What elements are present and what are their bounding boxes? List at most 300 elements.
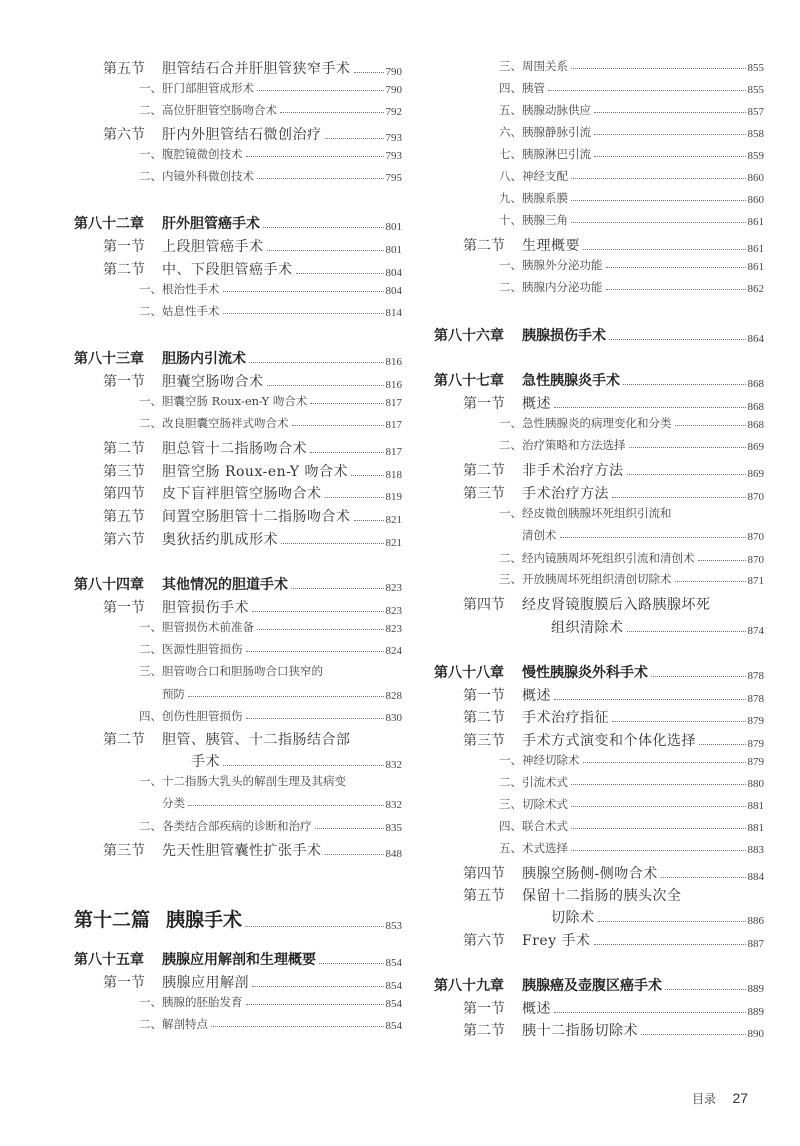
section-title: 手术方式演变和个体化选择 [522, 733, 696, 749]
dot-leader [249, 362, 384, 363]
page-ref: 879 [747, 715, 764, 727]
page-ref: 832 [385, 799, 402, 811]
item-entry [434, 80, 764, 96]
section-title: 非手术治疗方法 [522, 463, 624, 479]
section-entry [74, 597, 402, 617]
item-label: 五、 [499, 841, 522, 855]
section-entry [434, 907, 764, 927]
item-entry [74, 168, 402, 184]
dot-leader [554, 699, 746, 700]
item-entry [74, 393, 402, 409]
section-title: 经皮肾镜腹膜后入路胰腺坏死 [522, 597, 711, 613]
item-label: 二、 [139, 103, 162, 117]
page-ref: 819 [385, 491, 402, 503]
section-entry [74, 506, 402, 526]
item-title: 引流术式 [522, 775, 568, 789]
section-label: 第三节 [463, 486, 505, 502]
page-ref: 854 [385, 1020, 402, 1032]
item-label: 二、 [499, 438, 522, 452]
section-title: 中、下段胆管癌手术 [162, 262, 293, 278]
item-label: 一、 [139, 995, 162, 1009]
page-ref: 880 [747, 778, 764, 790]
page-ref: 858 [747, 128, 764, 140]
dot-leader [292, 425, 384, 426]
section-title: 皮下盲袢胆管空肠吻合术 [162, 486, 322, 502]
item-entry [74, 818, 402, 834]
dot-leader [554, 407, 746, 408]
section-label: 第一节 [103, 239, 145, 255]
dot-leader [281, 543, 384, 544]
page-ref: 801 [385, 244, 402, 256]
dot-leader [319, 963, 384, 964]
item-label: 一、 [139, 774, 162, 788]
page-ref: 883 [747, 844, 764, 856]
page-ref: 868 [747, 378, 764, 390]
dot-leader [698, 560, 746, 561]
dot-leader [246, 156, 384, 157]
item-entry [434, 774, 764, 790]
item-title: 联合术式 [522, 819, 568, 833]
section-title: 胆管损伤手术 [162, 600, 249, 616]
item-title: 胰腺静脉引流 [522, 125, 591, 139]
item-title: 胆管损伤术前准备 [162, 620, 254, 634]
page-ref: 857 [747, 106, 764, 118]
chapter-title: 急性胰腺炎手术 [522, 373, 620, 389]
section-title: 手术治疗指征 [522, 710, 609, 726]
dot-leader [609, 339, 746, 340]
item-label: 二、 [139, 819, 162, 833]
item-title: 各类结合部疾病的诊断和治疗 [162, 819, 312, 833]
dot-leader [675, 581, 746, 582]
item-entry [74, 641, 402, 657]
section-entry [434, 235, 764, 255]
item-title: 解剖特点 [162, 1017, 208, 1031]
item-label: 一、 [139, 282, 162, 296]
dot-leader [257, 178, 384, 179]
item-title: 姑息性手术 [162, 304, 220, 318]
section-entry [434, 685, 764, 705]
page-ref: 801 [385, 221, 402, 233]
item-title: 十二指肠大乳头的解剖生理及其病变 [162, 774, 346, 788]
dot-leader [291, 588, 384, 589]
item-entry [434, 168, 764, 184]
item-title: 医源性胆管损伤 [162, 642, 243, 656]
page-ref: 861 [747, 261, 764, 273]
section-label: 第一节 [463, 396, 505, 412]
section-label: 第二节 [103, 262, 145, 278]
page-ref: 870 [747, 554, 764, 566]
item-label: 三、 [499, 59, 522, 73]
dot-leader [315, 828, 384, 829]
item-label: 九、 [499, 191, 522, 205]
section-entry [434, 483, 764, 503]
item-label: 二、 [139, 416, 162, 430]
section-title: 上段胆管癌手术 [162, 239, 264, 255]
dot-leader [263, 227, 384, 228]
item-title: 神经切除术 [522, 753, 580, 767]
item-entry [434, 505, 764, 521]
item-title: 内镜外科微创技术 [162, 169, 254, 183]
dot-leader [188, 805, 384, 806]
section-entry [74, 259, 402, 279]
item-title: 分类 [162, 796, 185, 810]
item-title: 胰腺外分泌功能 [522, 258, 603, 272]
item-title: 术式选择 [522, 841, 568, 855]
item-title: 创伤性胆管损伤 [162, 709, 243, 723]
item-entry [74, 281, 402, 297]
page-ref: 804 [385, 285, 402, 297]
item-title: 胰腺系膜 [522, 191, 568, 205]
dot-leader [661, 877, 746, 878]
item-title: 腹腔镜微创技术 [162, 147, 243, 161]
section-title: 肝内外胆管结石微创治疗 [162, 127, 322, 143]
section-label: 第二节 [463, 238, 505, 254]
section-label: 第二节 [463, 463, 505, 479]
page-ref: 824 [385, 645, 402, 657]
section-entry [434, 1020, 764, 1040]
section-entry [434, 863, 764, 883]
page-ref: 832 [385, 759, 402, 771]
item-label: 一、 [499, 258, 522, 272]
section-label: 第一节 [103, 975, 145, 991]
item-title: 胰腺动脉供应 [522, 103, 591, 117]
item-title: 改良胆囊空肠袢式吻合术 [162, 416, 289, 430]
chapter-title: 慢性胰腺炎外科手术 [522, 665, 648, 681]
page-ref: 830 [385, 712, 402, 724]
dot-leader [651, 676, 746, 677]
page-ref: 823 [385, 623, 402, 635]
section-label: 第六节 [463, 933, 505, 949]
item-entry [74, 795, 402, 811]
page-ref: 889 [747, 1006, 764, 1018]
item-title: 高位肝胆管空肠吻合术 [162, 103, 277, 117]
section-label: 第三节 [103, 843, 145, 859]
page-ref: 823 [385, 605, 402, 617]
dot-leader [583, 762, 746, 763]
item-title: 胰腺三角 [522, 213, 568, 227]
dot-leader [571, 806, 746, 807]
item-title: 治疗策略和方法选择 [522, 438, 626, 452]
item-label: 四、 [139, 709, 162, 723]
section-label: 第五节 [103, 61, 145, 77]
dot-leader [675, 425, 746, 426]
dot-leader [267, 385, 384, 386]
item-label: 二、 [139, 1017, 162, 1031]
page-footer [692, 1090, 748, 1108]
dot-leader [571, 178, 746, 179]
page-ref: 859 [747, 150, 764, 162]
section-entry [434, 393, 764, 413]
dot-leader [351, 475, 383, 476]
dot-leader [223, 313, 384, 314]
page-ref: 817 [385, 419, 402, 431]
item-title: 肝门部胆管成形术 [162, 81, 254, 95]
item-entry [434, 190, 764, 206]
section-label: 第四节 [103, 486, 145, 502]
dot-leader [246, 1004, 384, 1005]
item-entry [434, 752, 764, 768]
item-entry [74, 146, 402, 162]
section-entry [74, 371, 402, 391]
item-label: 十、 [499, 213, 522, 227]
item-label: 一、 [139, 147, 162, 161]
page-ref: 804 [385, 267, 402, 279]
dot-leader [594, 156, 746, 157]
section-title: 组织清除术 [551, 620, 624, 636]
section-title: 先天性胆管囊性扩张手术 [162, 843, 322, 859]
item-entry [434, 146, 764, 162]
section-entry [74, 751, 402, 771]
dot-leader [665, 989, 746, 990]
item-entry [74, 663, 402, 679]
chapter-title: 肝外胆管癌手术 [162, 216, 260, 232]
item-entry [74, 80, 402, 96]
page-ref: 870 [747, 491, 764, 503]
item-entry [434, 102, 764, 118]
dot-leader [257, 90, 384, 91]
dot-leader [571, 850, 746, 851]
section-title: 生理概要 [522, 238, 580, 254]
page-ref: 817 [385, 397, 402, 409]
page-ref: 889 [747, 983, 764, 995]
page-ref: 862 [747, 283, 764, 295]
item-label: 八、 [499, 169, 522, 183]
page-ref: 817 [385, 446, 402, 458]
chapter-entry [434, 370, 764, 390]
item-entry [434, 257, 764, 273]
item-entry [434, 818, 764, 834]
section-label: 第四节 [463, 866, 505, 882]
page-ref: 795 [385, 172, 402, 184]
section-title: 手术 [191, 754, 220, 770]
dot-leader [594, 944, 746, 945]
item-entry [434, 840, 764, 856]
section-entry [74, 236, 402, 256]
item-label: 三、 [499, 572, 522, 586]
page-ref: 861 [747, 243, 764, 255]
page-ref: 860 [747, 172, 764, 184]
item-label: 一、 [139, 81, 162, 95]
dot-leader [641, 1034, 746, 1035]
item-title: 胆囊空肠 Roux-en-Y 吻合术 [162, 394, 308, 408]
item-entry [434, 212, 764, 228]
chapter-label: 第八十八章 [434, 665, 504, 681]
chapter-label: 第八十六章 [434, 328, 504, 344]
page-ref: 890 [747, 1028, 764, 1040]
chapter-label: 第八十二章 [74, 216, 144, 232]
dot-leader [280, 112, 384, 113]
item-title: 经皮微创胰腺坏死组织引流和 [522, 506, 672, 520]
section-title: 奥狄括约肌成形术 [162, 532, 278, 548]
dot-leader [354, 520, 384, 521]
item-title: 胰腺内分泌功能 [522, 280, 603, 294]
section-label: 第三节 [103, 464, 145, 480]
section-title: 概述 [522, 1001, 551, 1017]
chapter-label: 第八十四章 [74, 577, 144, 593]
page-ref: 861 [747, 216, 764, 228]
item-entry [74, 994, 402, 1010]
item-label: 二、 [499, 551, 522, 565]
item-label: 七、 [499, 147, 522, 161]
page-ref: 868 [747, 401, 764, 413]
section-entry [74, 729, 402, 749]
page-ref: 878 [747, 693, 764, 705]
dot-leader [583, 249, 746, 250]
section-entry [434, 998, 764, 1018]
page-ref: 886 [747, 915, 764, 927]
item-entry [434, 279, 764, 295]
section-label: 第六节 [103, 127, 145, 143]
item-title: 开放胰周坏死组织清创切除术 [522, 572, 672, 586]
page-ref: 790 [385, 66, 402, 78]
page-ref: 821 [385, 537, 402, 549]
item-entry [74, 415, 402, 431]
item-label: 二、 [139, 169, 162, 183]
item-title: 切除术式 [522, 797, 568, 811]
dot-leader [606, 289, 746, 290]
chapter-title: 胆肠内引流术 [162, 351, 246, 367]
section-entry [434, 594, 764, 614]
section-label: 第二节 [463, 710, 505, 726]
page-ref: 818 [385, 469, 402, 481]
section-entry [74, 840, 402, 860]
page-ref: 821 [385, 514, 402, 526]
item-label: 四、 [499, 819, 522, 833]
part-title: 胰腺手术 [166, 909, 243, 931]
item-title: 清创术 [522, 528, 557, 542]
chapter-entry [74, 949, 402, 969]
item-title: 胰腺的胚胎发育 [162, 995, 243, 1009]
page-ref: 860 [747, 194, 764, 206]
section-label: 第二节 [463, 1023, 505, 1039]
item-label: 三、 [139, 664, 162, 678]
section-title: 胆总管十二指肠吻合术 [162, 441, 307, 457]
dot-leader [627, 631, 746, 632]
page-ref: 855 [747, 84, 764, 96]
section-label: 第一节 [103, 600, 145, 616]
dot-leader [223, 291, 384, 292]
dot-leader [548, 90, 746, 91]
dot-leader [612, 497, 746, 498]
dot-leader [246, 718, 384, 719]
chapter-title: 胰腺应用解剖和生理概要 [162, 952, 316, 968]
section-title: 概述 [522, 688, 551, 704]
dot-leader [325, 138, 384, 139]
page-ref: 835 [385, 822, 402, 834]
dot-leader [188, 696, 384, 697]
dot-leader [571, 784, 746, 785]
item-title: 胰管 [522, 81, 545, 95]
item-label: 六、 [499, 125, 522, 139]
item-entry [434, 415, 764, 431]
section-entry [74, 124, 402, 144]
page-ref: 871 [747, 575, 764, 587]
dot-leader [325, 497, 384, 498]
section-title: 胆囊空肠吻合术 [162, 374, 264, 390]
page-ref: 854 [385, 998, 402, 1010]
chapter-title: 胰腺癌及壶腹区癌手术 [522, 978, 662, 994]
section-label: 第一节 [463, 1001, 505, 1017]
dot-leader [629, 447, 746, 448]
page-ref: 887 [747, 938, 764, 950]
chapter-entry [434, 975, 764, 995]
part-label: 第十二篇 [74, 909, 151, 931]
dot-leader [554, 1012, 746, 1013]
chapter-label: 第八十五章 [74, 952, 144, 968]
section-title: 切除术 [551, 910, 595, 926]
item-label: 二、 [499, 280, 522, 294]
page-ref: 879 [747, 738, 764, 750]
dot-leader [246, 651, 384, 652]
item-label: 一、 [139, 394, 162, 408]
item-label: 一、 [499, 753, 522, 767]
item-title: 神经支配 [522, 169, 568, 183]
item-label: 五、 [499, 103, 522, 117]
item-label: 一、 [139, 620, 162, 634]
page-ref: 864 [747, 333, 764, 345]
section-title: 间置空肠胆管十二指肠吻合术 [162, 509, 351, 525]
section-title: 胆管、胰管、十二指肠结合部 [162, 732, 351, 748]
dot-leader [571, 222, 746, 223]
chapter-entry [74, 348, 402, 368]
dot-leader [252, 611, 384, 612]
dot-leader [296, 273, 384, 274]
item-title: 根治性手术 [162, 282, 220, 296]
dot-leader [257, 629, 384, 630]
item-label: 一、 [499, 506, 522, 520]
item-label: 二、 [139, 304, 162, 318]
page-ref: 793 [385, 132, 402, 144]
dot-leader [223, 765, 384, 766]
page-ref: 823 [385, 582, 402, 594]
section-title: 概述 [522, 396, 551, 412]
page-ref: 853 [385, 920, 402, 932]
page-number: 27 [732, 1090, 749, 1106]
item-entry [74, 303, 402, 319]
section-entry [74, 58, 402, 78]
dot-leader [560, 537, 746, 538]
dot-leader [612, 721, 746, 722]
item-entry [434, 437, 764, 453]
page-ref: 848 [385, 848, 402, 860]
dot-leader [211, 1026, 384, 1027]
item-entry [434, 571, 764, 587]
chapter-entry [434, 325, 764, 345]
item-entry [74, 773, 402, 789]
chapter-label: 第八十七章 [434, 373, 504, 389]
page-ref: 874 [747, 625, 764, 637]
page-ref: 884 [747, 871, 764, 883]
page-ref: 869 [747, 468, 764, 480]
dot-leader [571, 68, 746, 69]
page-ref: 879 [747, 756, 764, 768]
item-title: 经内镜胰周坏死组织引流和清创术 [522, 551, 695, 565]
item-entry [74, 686, 402, 702]
chapter-entry [74, 574, 402, 594]
dot-leader [354, 72, 384, 73]
section-label: 第三节 [463, 733, 505, 749]
item-label: 二、 [139, 642, 162, 656]
section-label: 第二节 [103, 732, 145, 748]
dot-leader [571, 828, 746, 829]
dot-leader [245, 926, 383, 927]
dot-leader [594, 134, 746, 135]
page-ref: 816 [385, 356, 402, 368]
page-ref: 881 [747, 822, 764, 834]
dot-leader [310, 403, 383, 404]
item-entry [74, 1016, 402, 1032]
section-title: Frey 手术 [522, 933, 591, 949]
